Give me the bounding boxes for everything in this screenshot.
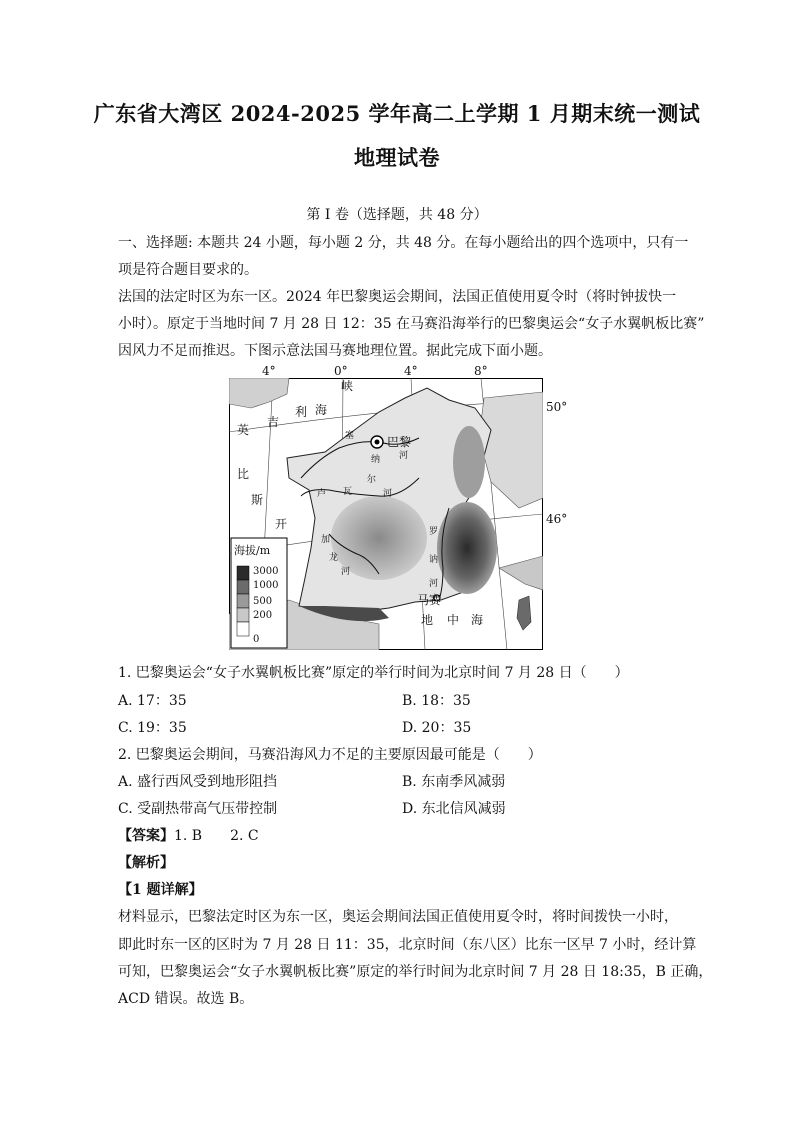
garonne-label-2: 龙: [329, 553, 339, 563]
biscay-label-1: 比: [237, 467, 250, 481]
uk-label: 英: [237, 423, 250, 437]
analysis-label: 【解析】: [118, 855, 174, 871]
med-label-3: 海: [471, 613, 484, 627]
analysis-sub-label: 【1 题详解】: [118, 882, 203, 898]
analysis-line-3: 可知，巴黎奥运会“女子水翼帆板比赛”原定的举行时间为北京时间 7 月 28 日 18:35，B 正确，: [118, 964, 713, 980]
material-line-1: 法国的法定时区为东一区。2024 年巴黎奥运会期间，法国正值使用夏令时（将时钟拔快一: [118, 289, 677, 305]
loire-label-2: 瓦: [343, 487, 353, 497]
legend-level-1000: 1000: [253, 580, 279, 591]
question-1-option-d: D. 20：35: [402, 720, 472, 736]
question-2-option-c: C. 受副热带高气压带控制: [118, 801, 278, 817]
biscay-label-2: 斯: [251, 493, 264, 507]
lon-label-4w: [267, 378, 281, 379]
rhone-label-3: 河: [429, 579, 439, 589]
analysis-line-1: 材料显示，巴黎法定时区为东一区，奥运会期间法国正值使用夏令时，将时间拨快一小时，: [118, 909, 678, 925]
answer-row: [118, 825, 259, 845]
answer-text: 1. B 2. C: [174, 828, 259, 844]
doc-title-line2: 地理试卷: [354, 145, 440, 170]
med-label-1: 地: [421, 613, 434, 627]
question-1-stem: 1. 巴黎奥运会“女子水翼帆板比赛”原定的举行时间为北京时间 7 月 28 日（ ）: [118, 665, 629, 681]
channel-label-2: 海: [315, 403, 328, 417]
question-2-option-b: B. 东南季风减弱: [402, 774, 506, 790]
question-2-option-d: D. 东北信风减弱: [402, 801, 506, 817]
lon-label-0: 0°: [334, 364, 348, 378]
material-line-2: 小时）。原定于当地时间 7 月 28 日 12：35 在马赛沿海举行的巴黎奥运会“女子水翼帆板比赛”: [118, 316, 705, 332]
analysis-line-2: 即此时东一区的区时为 7 月 28 日 11：35，北京时间（东八区）比东一区早 7 小时，经计算: [118, 937, 697, 953]
loire-label-1: 卢: [317, 489, 327, 499]
channel-label-1: 利: [295, 405, 308, 419]
answer-label: 【答案】: [118, 828, 174, 844]
instruction-line-1: 一、选择题: 本题共 24 小题，每小题 2 分，共 48 分。在每小题给出的四个选项中，只有一: [118, 235, 689, 251]
lat-label-46: 46°: [546, 512, 568, 526]
question-2-option-a: A. 盛行西风受到地形阻挡: [118, 774, 278, 790]
section-heading: 第 I 卷（选择题，共 48 分）: [306, 207, 488, 223]
channel-label-3: 吉: [267, 415, 280, 429]
loire-label-4: 河: [383, 489, 393, 499]
garonne-label-1: 加: [321, 535, 331, 545]
legend-level-500: 500: [253, 596, 273, 607]
seine-label-1: 塞: [345, 431, 355, 441]
garonne-label-3: 河: [341, 567, 351, 577]
rhone-label-1: 罗: [429, 527, 439, 537]
med-label-2: 中: [447, 613, 460, 627]
question-2-stem: 2. 巴黎奥运会期间，马赛沿海风力不足的主要原因最可能是（ ）: [118, 747, 542, 763]
lon-label-8e: 8°: [474, 364, 488, 378]
question-1-option-b: B. 18：35: [402, 693, 471, 709]
question-1-option-c: C. 19：35: [118, 720, 187, 736]
doc-title-line1: 广东省大湾区 2024-2025 学年高二上学期 1 月期末统一测试: [93, 101, 701, 126]
material-line-3: 因风力不足而推迟。下图示意法国马赛地理位置。据此完成下面小题。: [118, 343, 552, 359]
france-map-figure: [229, 378, 543, 650]
loire-label-3: 尔: [367, 475, 377, 485]
instruction-line-2: 项是符合题目要求的。: [118, 262, 258, 278]
lon-label-4w: 4°: [262, 364, 276, 378]
lon-label-4e: 4°: [404, 364, 418, 378]
elevation-legend: [231, 538, 287, 648]
legend-title: 海拔/m: [234, 544, 271, 557]
rhone-label-2: 讷: [429, 555, 439, 565]
paris-label: 巴黎: [387, 435, 412, 449]
question-1-option-a: A. 17：35: [118, 693, 187, 709]
seine-label-3: 河: [399, 451, 409, 461]
biscay-label-3: 开: [275, 517, 288, 531]
legend-level-200: 200: [253, 610, 273, 621]
lat-label-50: 50°: [546, 400, 568, 414]
legend-level-0: 0: [253, 634, 260, 645]
marseille-label: 马赛: [417, 593, 442, 607]
legend-level-3000: 3000: [253, 566, 279, 577]
analysis-line-4: ACD 错误。故选 B。: [118, 991, 254, 1007]
strait-label: 峡: [341, 379, 354, 393]
seine-label-2: 纳: [371, 455, 381, 465]
